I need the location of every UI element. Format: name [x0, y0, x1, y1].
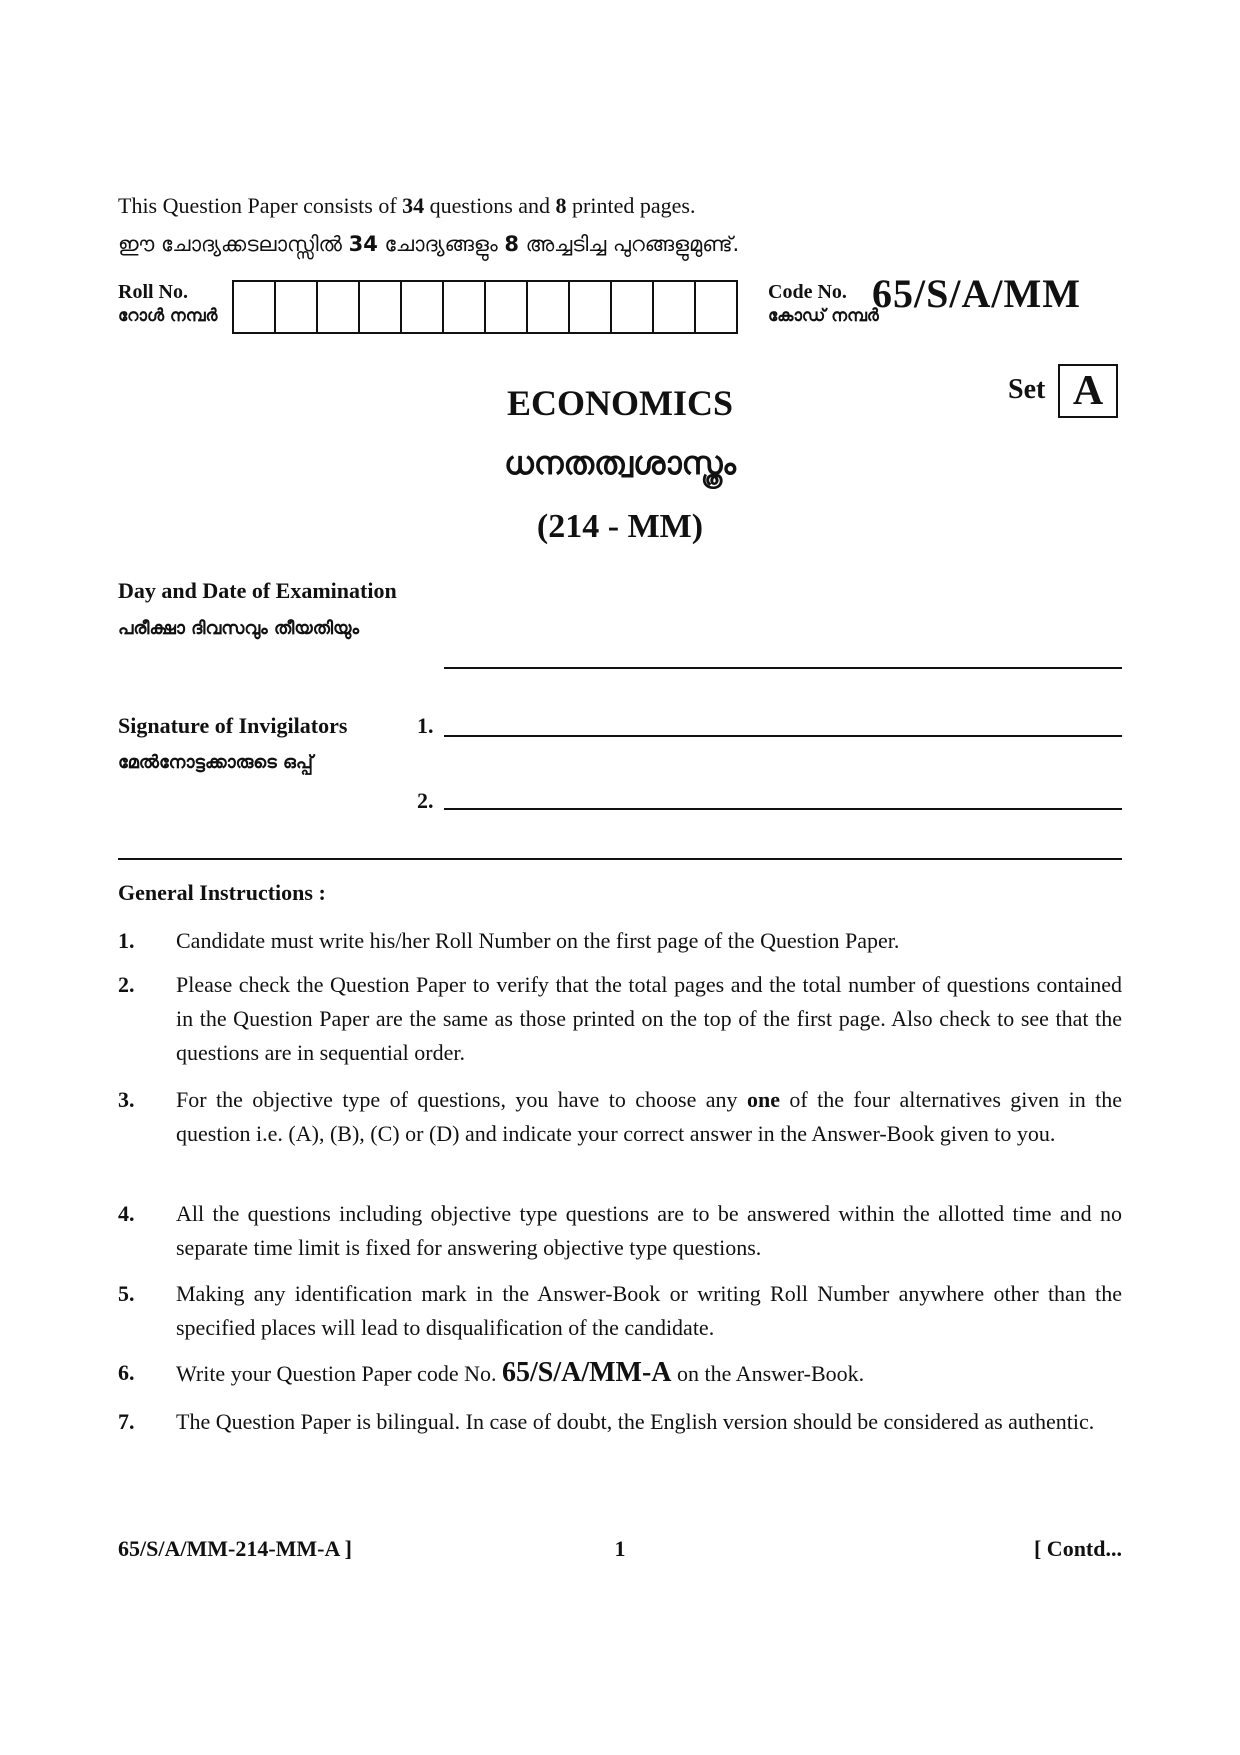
roll-number-digit-box[interactable] [486, 282, 528, 332]
instructions-heading: General Instructions : [118, 880, 326, 905]
roll-label-en: Roll No. [118, 281, 188, 303]
roll-number-label [118, 280, 217, 328]
invigilator-signature-line-1[interactable] [444, 735, 1122, 737]
subject-title-ml: ധനതത്വശാസ്ത്രം [504, 444, 736, 482]
roll-number-boxes[interactable] [232, 280, 738, 334]
invigilator-signature-line-2[interactable] [444, 808, 1122, 810]
instruction-text: Making any identification mark in the Answer-Book or writing Roll Number anywhere other than the specified places will lead to disqualification of the candidate. [176, 1281, 1122, 1340]
instruction-item [118, 924, 1122, 958]
page-count: 8 [555, 193, 567, 218]
instruction-number: 1. [118, 928, 135, 953]
question-count-ml: 34 [348, 232, 378, 256]
section-divider [118, 858, 1122, 860]
instruction-item [118, 968, 1122, 1070]
roll-number-digit-box[interactable] [444, 282, 486, 332]
instruction-item [118, 1356, 1122, 1391]
roll-number-digit-box[interactable] [528, 282, 570, 332]
intro-english [118, 193, 695, 219]
instruction-item [118, 1083, 1122, 1151]
roll-number-digit-box[interactable] [276, 282, 318, 332]
roll-number-digit-box[interactable] [696, 282, 738, 332]
instruction-text-part: on the Answer-Book. [671, 1361, 865, 1386]
page-count-ml: 8 [504, 232, 519, 256]
code-number-label [768, 280, 879, 328]
intro-text: printed pages. [566, 193, 696, 218]
set-value-box: A [1058, 364, 1118, 418]
roll-number-digit-box[interactable] [654, 282, 696, 332]
instruction-text-part: For the objective type of questions, you have to choose any [176, 1087, 747, 1112]
instruction-text [176, 1356, 1122, 1391]
roll-number-digit-box[interactable] [318, 282, 360, 332]
instruction-text: Candidate must write his/her Roll Number on the first page of the Question Paper. [176, 928, 900, 953]
subject-title-en: ECONOMICS [506, 383, 734, 423]
intro-text: This Question Paper consists of [118, 193, 403, 218]
roll-number-digit-box[interactable] [612, 282, 654, 332]
code-number-value: 65/S/A/MM [872, 271, 1081, 316]
instruction-item [118, 1277, 1122, 1345]
roll-number-digit-box[interactable] [402, 282, 444, 332]
instruction-number: 4. [118, 1201, 135, 1226]
instruction-item [118, 1405, 1122, 1439]
roll-number-digit-box[interactable] [570, 282, 612, 332]
instruction-text: Please check the Question Paper to verify that the total pages and the total number of questions contained in the Question Paper are the same as those printed on the top of the first page. Also check to see that the questions are in sequential order. [176, 972, 1122, 1065]
footer-contd: [ Contd... [1033, 1536, 1122, 1561]
question-count: 34 [402, 193, 425, 218]
invigilator-label-en: Signature of Invigilators [118, 713, 348, 738]
invigilator-number-2: 2. [417, 788, 434, 813]
roll-number-digit-box[interactable] [360, 282, 402, 332]
code-label-ml: കോഡ് നമ്പർ [768, 306, 879, 326]
instruction-item [118, 1197, 1122, 1265]
instruction-text: The Question Paper is bilingual. In case of doubt, the English version should be considered as authentic. [176, 1409, 1095, 1434]
instruction-number: 6. [118, 1360, 135, 1385]
intro-text: questions and [424, 193, 556, 218]
exam-date-label-ml: പരീക്ഷാ ദിവസവും തീയതിയും [118, 618, 359, 639]
instruction-text: All the questions including objective type questions are to be answered within the allotted time and no separate time limit is fixed for answering objective type questions. [176, 1201, 1122, 1260]
instruction-number: 2. [118, 972, 135, 997]
instruction-text-part: of the four alternatives given in the question i.e. (A), (B), (C) or (D) and indicate your correct answer in the Answer-Book given to you. [176, 1087, 1122, 1146]
intro-malayalam [118, 232, 739, 257]
paper-code-emphasis: 65/S/A/MM-A [501, 1357, 672, 1388]
exam-date-label-en: Day and Date of Examination [118, 578, 397, 603]
footer-paper-code: 65/S/A/MM-214-MM-A ] [118, 1536, 352, 1561]
invigilator-number-1: 1. [417, 713, 434, 738]
instruction-text-part: Write your Question Paper code No. [176, 1361, 502, 1386]
intro-text-ml: ഈ ചോദ്യക്കടലാസ്സിൽ [118, 232, 349, 256]
instruction-number: 5. [118, 1281, 135, 1306]
roll-label-ml: റോൾ നമ്പർ [118, 306, 218, 326]
instruction-text [176, 1083, 1122, 1151]
exam-date-line[interactable] [444, 667, 1122, 669]
intro-text-ml: അച്ചടിച്ച പുറങ്ങളുമുണ്ട്. [518, 232, 740, 256]
instruction-number: 3. [118, 1087, 135, 1112]
footer-page-number: 1 [614, 1536, 626, 1561]
subject-code: (214 - MM) [536, 508, 704, 545]
intro-text-ml: ചോദ്യങ്ങളും [377, 232, 505, 256]
code-label-en: Code No. [768, 281, 847, 303]
instruction-number: 7. [118, 1409, 135, 1434]
invigilator-label-ml: മേൽനോട്ടക്കാരുടെ ഒപ്പ് [118, 752, 313, 773]
instruction-emphasis: one [746, 1087, 780, 1112]
set-label: Set [1008, 374, 1046, 405]
roll-number-digit-box[interactable] [234, 282, 276, 332]
